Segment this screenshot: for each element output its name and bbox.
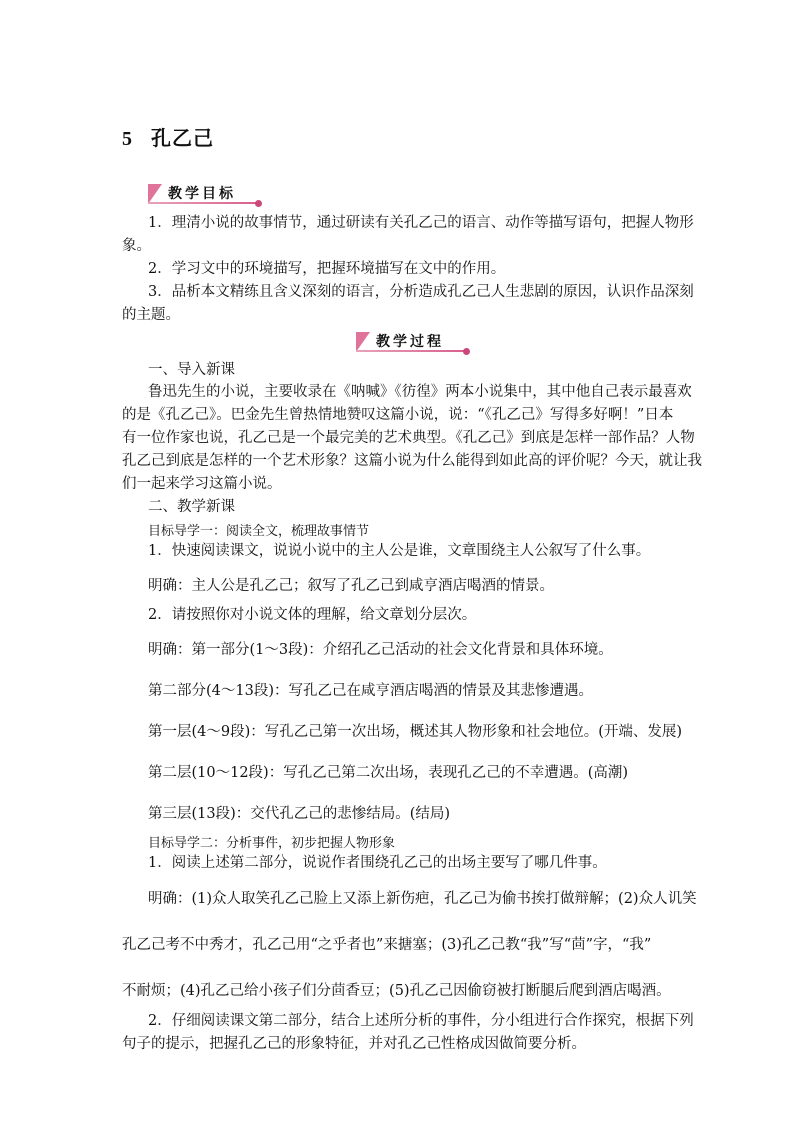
answer-2-part2: 第二部分(4～13段)：写孔乙己在咸亨酒店喝酒的情景及其悲惨遭遇。 — [148, 683, 593, 699]
guide-2: 目标导学二：分析事件，初步把握人物形象 — [148, 836, 396, 851]
section-marker-icon — [356, 332, 370, 352]
header-dot-icon — [463, 348, 470, 355]
question-3: 1．阅读上述第二部分，说说作者围绕孔乙己的出场主要写了哪几件事。 — [148, 855, 607, 871]
question-4-line1: 2．仔细阅读课文第二部分，结合上述所分析的事件，分小组进行合作探究，根据下列 — [148, 1013, 694, 1029]
guide-1: 目标导学一：阅读全文，梳理故事情节 — [148, 524, 370, 539]
process-header-text: 教学过程 — [376, 334, 444, 350]
goal-item-1: 1．理清小说的故事情节，通过研读有关孔乙己的语言、动作等描写语句，把握人物形 — [148, 215, 694, 231]
new-lesson-heading: 二、教学新课 — [148, 499, 235, 515]
lesson-number: 5 — [122, 128, 133, 150]
goals-header-text: 教学目标 — [168, 186, 236, 202]
goal-item-3: 3．品析本文精练且含义深刻的语言，分析造成孔乙己人生悲剧的原因，认识作品深刻 — [148, 284, 694, 300]
question-2: 2．请按照你对小说文体的理解，给文章划分层次。 — [148, 607, 477, 623]
answer-1: 明确：主人公是孔乙己；叙写了孔乙己到咸亨酒店喝酒的情景。 — [148, 578, 554, 594]
goal-item-2: 2．学习文中的环境描写，把握环境描写在文中的作用。 — [148, 261, 506, 277]
section-marker-icon — [148, 184, 162, 204]
answer-3-line3: 不耐烦；(4)孔乙己给小孩子们分茴香豆；(5)孔乙己因偷窃被打断腿后爬到酒店喝酒。 — [122, 983, 671, 999]
question-4-line2: 句子的提示，把握孔乙己的形象特征，并对孔乙己性格成因做简要分析。 — [122, 1036, 586, 1052]
intro-line-1: 鲁迅先生的小说，主要收录在《呐喊》《彷徨》两本小说集中，其中他自己表示最喜欢 — [148, 384, 692, 400]
answer-3-line2: 孔乙己考不中秀才，孔乙己用“之乎者也”来搪塞；(3)孔乙己教“我”写“茴”字，“我” — [122, 937, 652, 953]
goals-section-header — [148, 182, 256, 204]
answer-2-layer1: 第一层(4～9段)：写孔乙己第一次出场，概述其人物形象和社会地位。(开端、发展) — [148, 724, 683, 740]
lesson-title — [122, 122, 214, 151]
intro-line-4: 孔乙己到底是怎样的一个艺术形象？这篇小说为什么能得到如此高的评价呢？今天，就让我 — [122, 453, 702, 469]
header-underline — [356, 350, 464, 352]
goal-item-3-cont: 的主题。 — [122, 307, 180, 323]
question-1: 1．快速阅读课文，说说小说中的主人公是谁，文章围绕主人公叙写了什么事。 — [148, 543, 651, 559]
answer-2-part1: 明确：第一部分(1～3段)：介绍孔乙己活动的社会文化背景和具体环境。 — [148, 642, 613, 658]
intro-line-2: 的是《孔乙己》。巴金先生曾热情地赞叹这篇小说，说：“《孔乙己》写得多好啊！”日本 — [122, 407, 674, 423]
lesson-title-text: 孔乙己 — [151, 126, 214, 150]
goal-item-1-cont: 象。 — [122, 238, 151, 254]
answer-2-layer3: 第三层(13段)：交代孔乙己的悲惨结局。(结局) — [148, 806, 451, 822]
answer-2-layer2: 第二层(10～12段)：写孔乙己第二次出场，表现孔乙己的不幸遭遇。(高潮) — [148, 765, 629, 781]
answer-3-line1: 明确：(1)众人取笑孔乙己脸上又添上新伤疤，孔乙己为偷书挨打做辩解；(2)众人讥笑 — [148, 891, 697, 907]
process-section-header — [356, 330, 464, 352]
intro-line-5: 们一起来学习这篇小说。 — [122, 476, 282, 492]
header-dot-icon — [255, 200, 262, 207]
header-underline — [148, 202, 256, 204]
intro-heading: 一、导入新课 — [148, 362, 235, 378]
intro-line-3: 有一位作家也说，孔乙己是一个最完美的艺术典型。《孔乙己》到底是怎样一部作品？人物 — [122, 430, 695, 446]
